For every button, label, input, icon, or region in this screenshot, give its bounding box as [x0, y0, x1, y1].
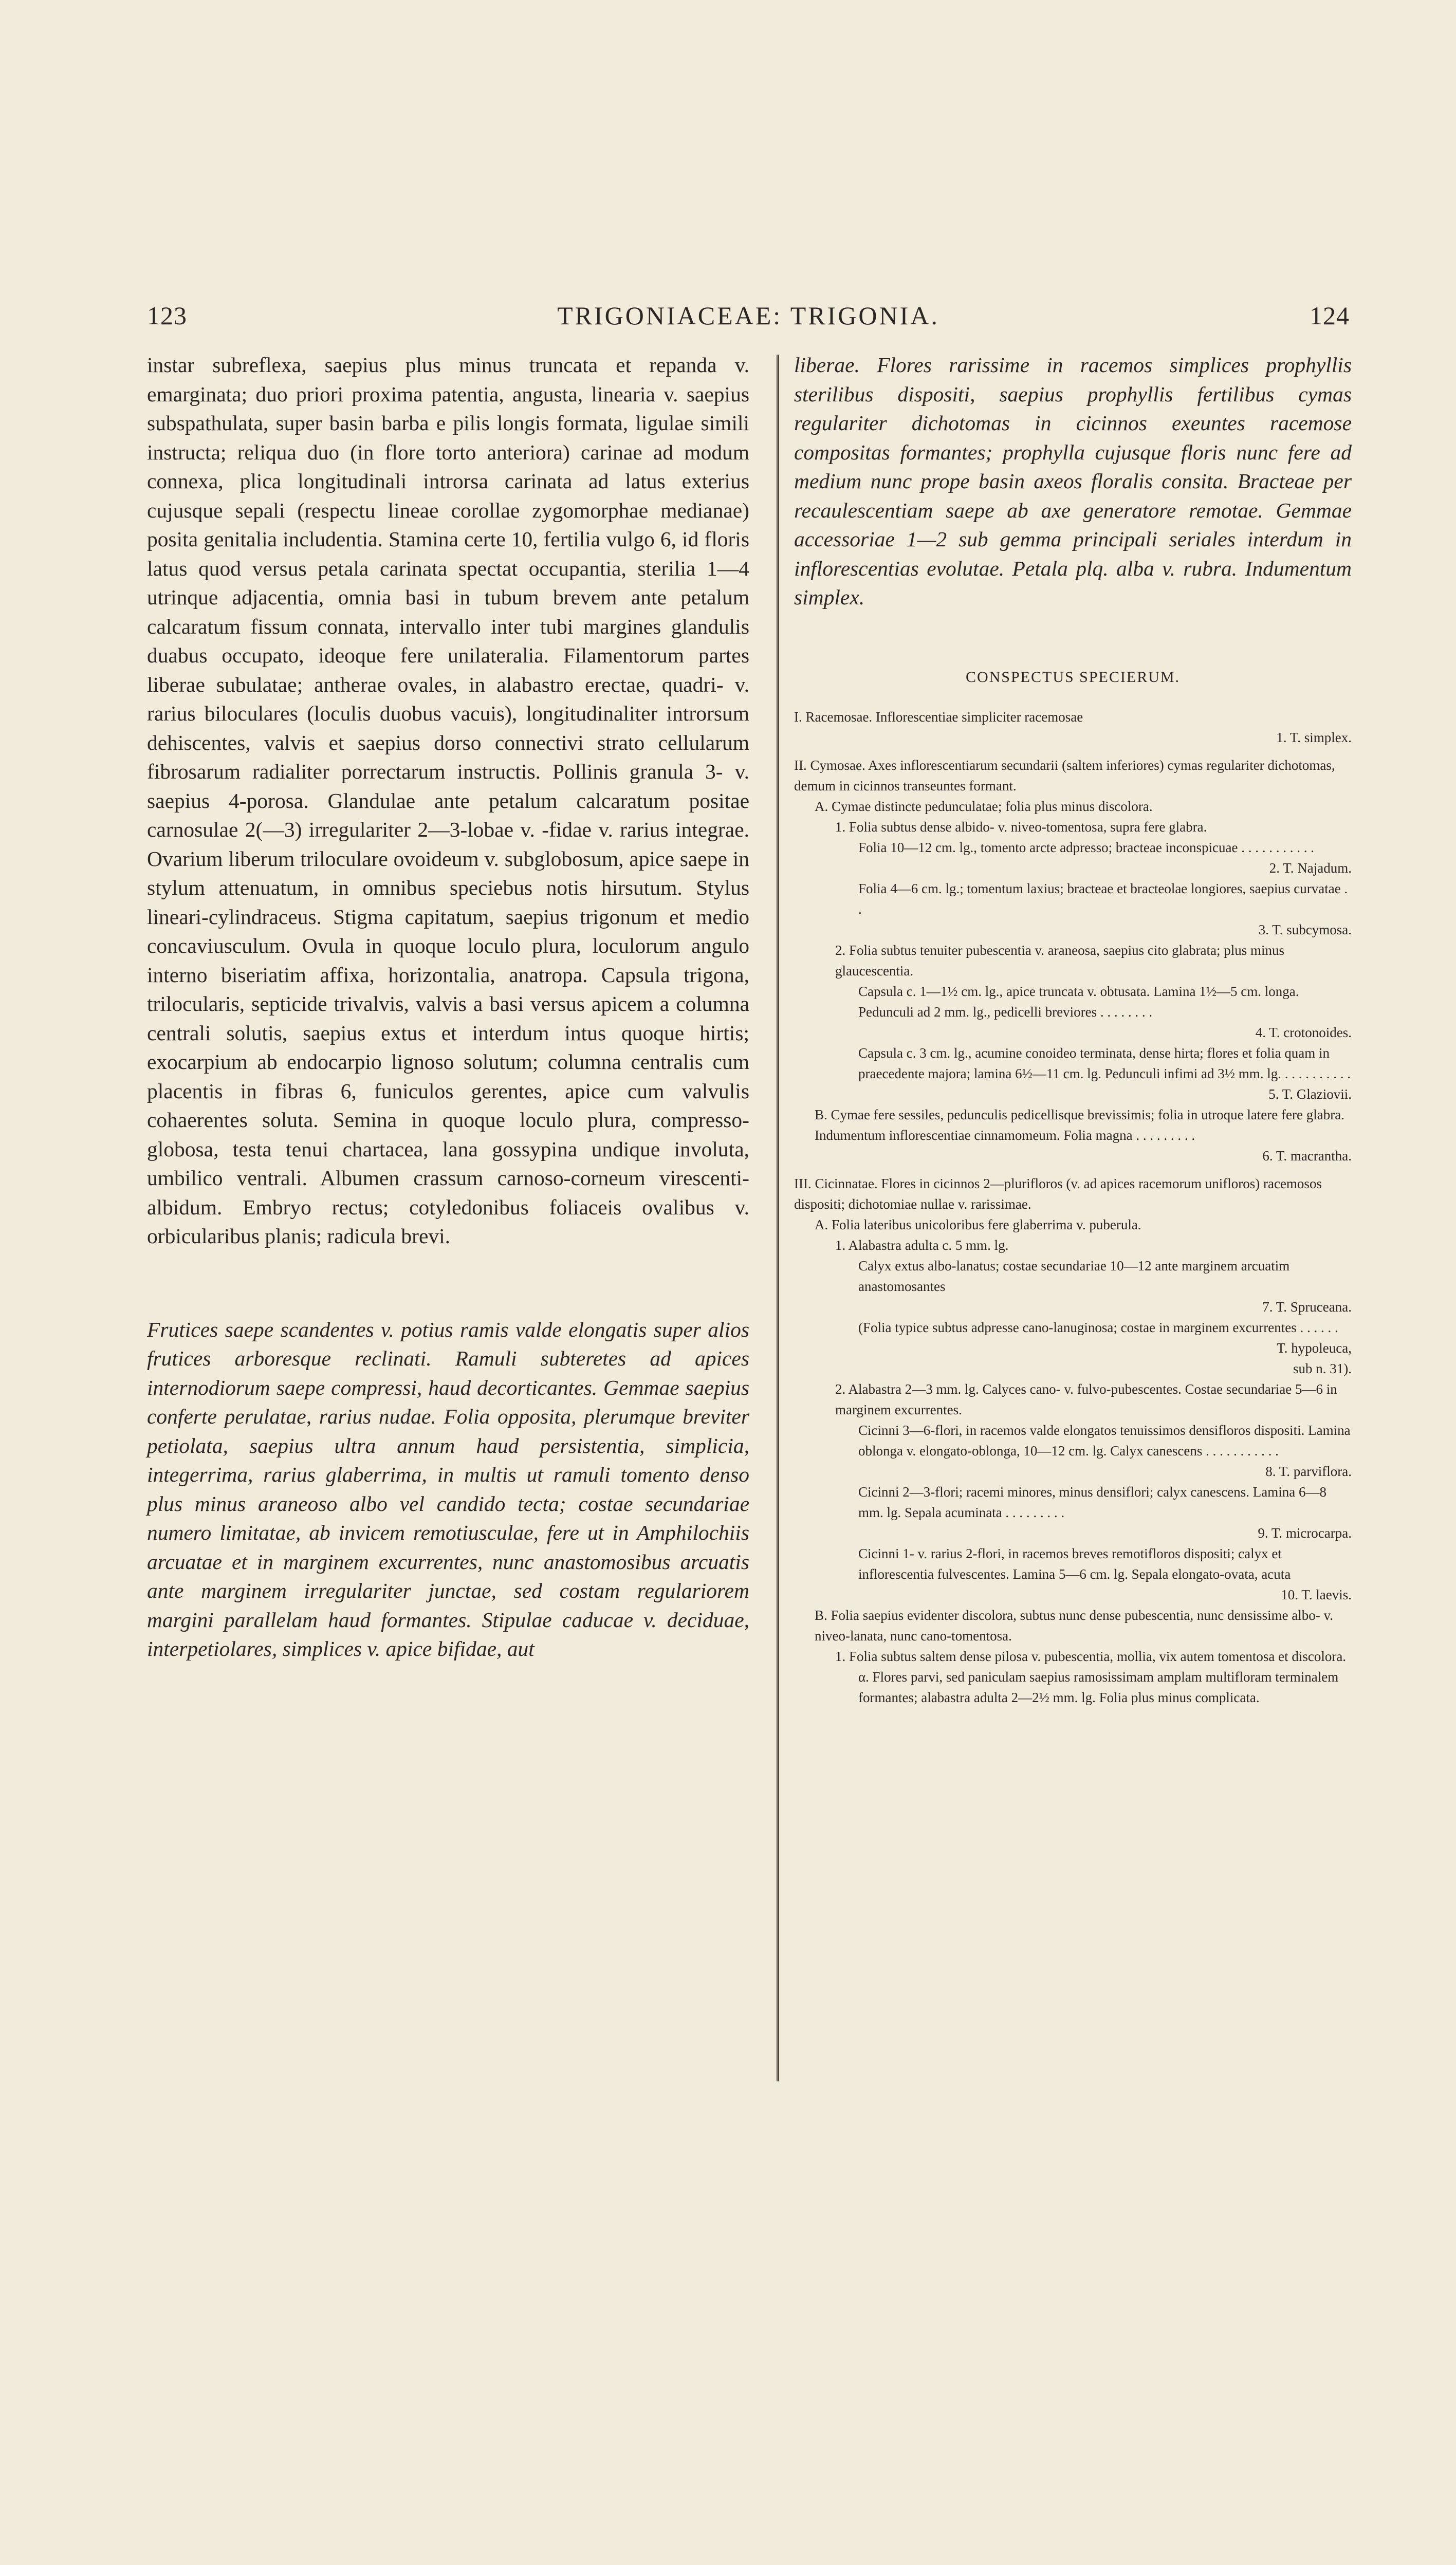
running-title: TRIGONIACEAE: TRIGONIA.	[557, 301, 939, 330]
key-entry: Cicinni 2—3-flori; racemi minores, minus densiflori; calyx canescens. Lamina 6—8 mm. lg. Sepala acuminata . . . . . . . . .	[858, 1484, 1327, 1520]
key-entry: B. Folia saepius evidenter discolora, subtus nunc dense pubescentia, nunc densissime albo- v. niveo-lanata, nunc cano-tomentosa.	[815, 1607, 1334, 1644]
key-species: 7. T. Sprucеana.	[1262, 1299, 1352, 1315]
conspectus-title: CONSPECTUS SPECIERUM.	[965, 668, 1181, 686]
page-number-left: 123	[147, 301, 187, 330]
key-species: sub n. 31).	[1293, 1360, 1352, 1376]
key-species: 3. T. subcymosa.	[1258, 921, 1352, 937]
key-species: 6. T. macrantha.	[1262, 1148, 1352, 1164]
key-entry: II. Cymosae. Axes inflorescentiarum secundarii (saltem inferiores) cymas regulariter dichotomas, demum in cicinnos transeuntes formant.	[794, 757, 1335, 794]
key-entry: 2. Alabastra 2—3 mm. lg. Calyces cano- v. fulvo-pubescentes. Costae secundariae 5—6 in marginem excurrentes.	[835, 1381, 1337, 1417]
key-species: 4. T. crotonoides.	[1255, 1024, 1352, 1040]
key-entry: 1. Folia subtus dense albido- v. niveo-tomentosa, supra fere glabra.	[835, 819, 1207, 835]
habit-paragraph: Frutices saepe scandentes v. potius ramis valde elongatis super alios frutices arboresque reclinati. Ramuli subteretes ad apices internodiorum saepe compressi, haud decorticantes. Gemmae saepius conferte perulatae, rarius nudae. Folia opposita, plerumque breviter petiolata, saepius ultra annum haud persistentia, simplicia, integerrima, rarius glaberrima, in multis ut ramuli tomento denso plus minus araneoso albo vel candido tecta; costae secundariae numero limitatae, ab invicem remotiusculae, fere ut in Amphilochiis arcuatae et in marginem excurrentes, nunc anastomosibus arcuatis ante marginem irregulariter junctae, sed costam regulariorem margini parallelam haud formantes. Stipulae caducae v. deciduae, interpetiolares, simplices v. apice bifidae, aut	[147, 1317, 749, 1660]
key-entry: Folia 10—12 cm. lg., tomento arcte adpresso; bracteae inconspicuae . . . . . . . . . . .	[858, 839, 1315, 855]
key-entry: Capsula c. 1—1½ cm. lg., apice truncata v. obtusata. Lamina 1½—5 cm. longa. Pedunculi ad 2 mm. lg., pedicelli breviores . . . . . . . .	[858, 983, 1299, 1020]
page-number-right: 124	[1310, 301, 1350, 330]
key-species: 10. T. laevis.	[1281, 1586, 1352, 1602]
key-entry: 1. Alabastra adulta c. 5 mm. lg.	[835, 1237, 1009, 1253]
key-entry: (Folia typice subtus adpresse cano-lanuginosa; costae in marginem excurrentes . . . . . .	[858, 1319, 1338, 1335]
key-entry: B. Cymae fere sessiles, pedunculis pedicellisque brevissimis; folia in utroque latere fere glabra. Indumentum inflorescentiae cinnamomeum. Folia magna . . . . . . . . .	[815, 1106, 1344, 1143]
key-entry: 1. Folia subtus saltem dense pilosa v. pubescentia, mollia, vix autem tomentosa et discolora.	[835, 1648, 1347, 1664]
left-column	[147, 350, 749, 1664]
key-entry: Cicinni 3—6-flori, in racemos valde elongatos tenuissimos densifloros dispositi. Lamina oblonga v. elongato-oblonga, 10—12 cm. lg. Calyx canescens . . . . . . . . . . .	[858, 1422, 1351, 1459]
key-entry: 2. Folia subtus tenuiter pubescentia v. araneosa, saepius cito glabrata; plus minus glaucescentia.	[835, 942, 1285, 979]
right-column	[794, 350, 1352, 1708]
key-species: 2. T. Najadum.	[1269, 860, 1352, 876]
key-entry: Capsula c. 3 cm. lg., acumine conoideo terminata, dense hirta; flores et folia quam in praecedente majora; lamina 6½—11 cm. lg. Pedunculi infimi ad 3½ mm. lg. . . . . . . . . . .	[858, 1045, 1351, 1081]
key-species: 5. T. Glaziovii.	[1268, 1086, 1352, 1102]
key-species: 8. T. parviflora.	[1265, 1463, 1352, 1479]
key-species: 1. T. simplex.	[1276, 729, 1352, 745]
description-paragraph: instar subreflexa, saepius plus minus truncata et repanda v. emarginata; duo priori proxima patentia, angusta, linearia v. saepius subspathulata, super basin barba e pilis longis formata, ligulae simili instructa; reliqua duo (in flore torto anteriora) carinae ad modum connexa, plica longitudinali introrsa carinata ad latus exterius cujusque sepali (respectu lineae corollae zygomorphae medianae) posita genitalia includentia. Stamina certe 10, fertilia vulgo 6, id floris latus quod versus petala carinata spectat occupantia, sterilia 1—4 utrinque adjacentia, omnia basi in tubum brevem ante petalum calcaratum fissum connata, intervallo inter tubi margines glandulis duabus occupato, ideoque fere unilateralia. Filamentorum partes liberae subulatae; antherae ovales, in alabastro erectae, quadri- v. rarius biloculares (loculis duobus vacuis), longitudinaliter introrsum dehiscentes, valvis et saepius dorso connectivi strato cellularum fibrosarum radialiter porrectarum instructis. Pollinis granula 3- v. saepius 4-porosa. Glandulae ante petalum calcaratum positae carnosulae 2(—3) irregulariter 2—3-lobae v. -fidae v. rarius integrae. Ovarium liberum triloculare ovoideum v. subglobosum, apice saepe in stylum attenuatum, in omnibus speciebus notis hirsutum. Stylus lineari-cylindraceus. Stigma capitatum, saepius trigonum et medio concaviusculum. Ovula in quoque loculo plura, loculorum angulo interno biseriatim affixa, horizontalia, anatropa. Capsula trigona, trilocularis, septicide trivalvis, valvis a basi versus apicem a columna centrali solutis, saepius extus et interdum intus quoque hirtis; exocarpium ab endocarpio lignoso solutum; columna centralis cum placentis in fibras 6, funiculos gerentes, apice cum valvulis cohaerentes soluta. Semina in quoque loculo plura, compresso-globosa, testa tenui chartacea, lana gossypina undique involuta, umbilico ventrali. Albumen crassum carnoso-corneum virescenti-albidum. Embryo rectus; cotyledonibus foliaceis ovalibus v. orbicularibus planis; radicula brevi.	[147, 353, 749, 1248]
species-key	[794, 707, 1352, 1708]
key-entry: Cicinni 1- v. rarius 2-flori, in racemos breves remotifloros dispositi; calyx et inflorescentia fulvescentes. Lamina 5—6 cm. lg. Sepala elongato-ovata, acuta	[858, 1545, 1291, 1582]
key-entry: Calyx extus albo-lanatus; costae secundariae 10—12 ante marginem arcuatim anastomosantes	[858, 1258, 1290, 1294]
key-entry: A. Cymae distincte pedunculatae; folia plus minus discolora.	[815, 798, 1153, 814]
key-entry: Folia 4—6 cm. lg.; tomentum laxius; bracteae et bracteolae longiores, saepius curvatae . .	[858, 880, 1348, 917]
key-species: 9. T. microcarpa.	[1258, 1525, 1352, 1541]
key-entry: I. Racemosae. Inflorescentiae simpliciter racemosae	[794, 709, 1083, 725]
key-entry: A. Folia lateribus unicoloribus fere glaberrima v. puberula.	[815, 1216, 1141, 1232]
key-entry: α. Flores parvi, sed paniculam saepius ramosissimam amplam multifloram terminalem formantes; alabastra adulta 2—2½ mm. lg. Folia plus minus complicata.	[858, 1669, 1339, 1705]
page-header	[147, 301, 1350, 337]
continued-paragraph: liberae. Flores rarissime in racemos simplices prophyllis sterilibus dispositi, saepius prophyllis fertilibus cymas regulariter dichotomas in cicinnos exeuntes racemose compositas formantes; prophylla cujusque floris nunc fere ad medium nunc prope basin axeos floralis consita. Bracteae per recaulescentiam saepe ab axe generatore remotae. Gemmae accessoriae 1—2 sub gemma principali seriales interdum in inflorescentias evolutae. Petala plq. alba v. rubra. Indumentum simplex.	[794, 353, 1352, 609]
key-entry: III. Cicinnatae. Flores in cicinnos 2—plurifloros (v. ad apices racemorum unifloros) racemosos dispositi; dichotomiae nullae v. rarissimae.	[794, 1175, 1322, 1212]
key-species: T. hypoleuca,	[1277, 1340, 1352, 1356]
column-divider	[777, 355, 779, 2081]
